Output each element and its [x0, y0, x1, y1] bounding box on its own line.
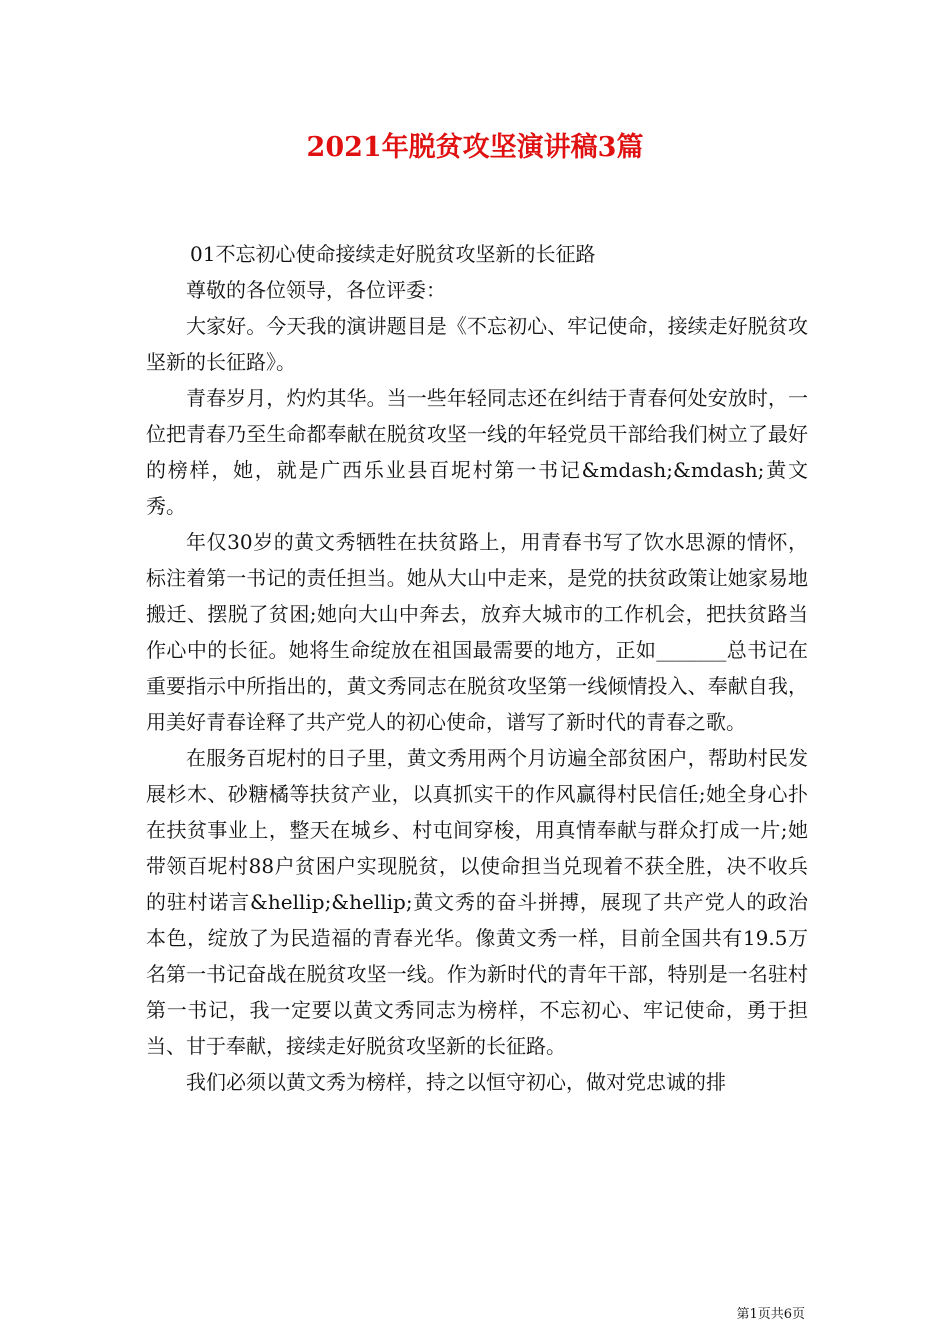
- paragraph-salutation: 尊敬的各位领导，各位评委：: [186, 278, 446, 302]
- paragraph-youth: 青春岁月，灼灼其华。当一些年轻同志还在纠结于青春何处安放时，一位把青春乃至生命都奉献在脱贫攻坚一线的年轻党员干部给我们树立了最好的榜样，她，就是广西乐业县百坭村第一书记&mdash;&mdash;黄文秀。: [146, 386, 808, 518]
- document-body: [146, 236, 808, 1100]
- paragraph-sacrifice: 年仅30岁的黄文秀牺牲在扶贫路上，用青春书写了饮水思源的情怀，标注着第一书记的责任担当。她从大山中走来，是党的扶贫政策让她家易地搬迁、摆脱了贫困;她向大山中奔去，放弃大城市的工作机会，把扶贫路当作心中的长征。她将生命绽放在祖国最需要的地方，正如_______总书记在重要指示中所指出的，黄文秀同志在脱贫攻坚第一线倾情投入、奉献自我，用美好青春诠释了共产党人的初心使命，谱写了新时代的青春之歌。: [146, 530, 808, 734]
- paragraph-example: 我们必须以黄文秀为榜样，持之以恒守初心，做对党忠诚的排: [186, 1070, 726, 1094]
- document-title: 2021年脱贫攻坚演讲稿3篇: [306, 132, 644, 163]
- paragraph-intro: 大家好。今天我的演讲题目是《不忘初心、牢记使命，接续走好脱贫攻坚新的长征路》。: [146, 314, 808, 374]
- paragraph-heading: 01不忘初心使命接续走好脱贫攻坚新的长征路: [190, 242, 596, 266]
- paragraph-service: 在服务百坭村的日子里，黄文秀用两个月访遍全部贫困户，帮助村民发展杉木、砂糖橘等扶贫产业，以真抓实干的作风赢得村民信任;她全身心扑在扶贫事业上，整天在城乡、村屯间穿梭，用真情奉献与群众打成一片;她带领百坭村88户贫困户实现脱贫，以使命担当兑现着不获全胜，决不收兵的驻村诺言&hellip;&hellip;黄文秀的奋斗拼搏，展现了共产党人的政治本色，绽放了为民造福的青春光华。像黄文秀一样，目前全国共有19.5万名第一书记奋战在脱贫攻坚一线。作为新时代的青年干部，特别是一名驻村第一书记，我一定要以黄文秀同志为榜样，不忘初心、牢记使命，勇于担当、甘于奉献，接续走好脱贫攻坚新的长征路。: [146, 746, 808, 1058]
- page-footer: 第1页共6页: [736, 1307, 805, 1322]
